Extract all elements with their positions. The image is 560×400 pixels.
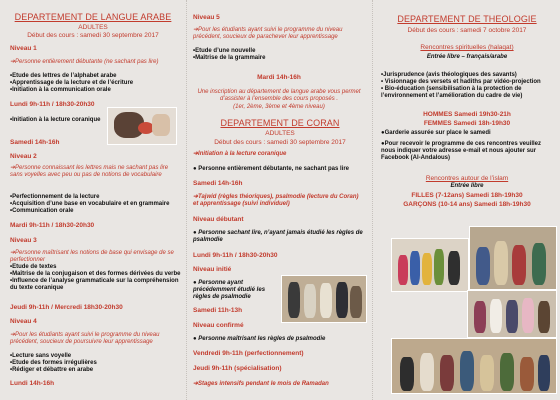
level-2-item: •Perfectionnement de la lecture [10, 194, 100, 200]
level-5-item: •Maîtrise de la grammaire [193, 55, 266, 61]
theology-start-date: Début des cours : samedi 7 octobre 2017 [407, 27, 527, 34]
theology-department-title: DEPARTEMENT DE THEOLOGIE [397, 14, 537, 24]
quran-initiation-schedule: Samedi 14h-16h [193, 180, 243, 187]
theology-item: • Visionnage des versets et hadiths par vidéo-projection [381, 79, 541, 85]
level-1-item: •Apprentissage de la lecture et de l’écriture [10, 80, 134, 86]
initiated-level-description: ● Personne ayant précédemment étudié les règles de psalmodie [193, 280, 266, 300]
novice-level-title: Niveau débutant [193, 216, 244, 223]
theology-item: •Jurisprudence (avis théologiques des savants) [381, 72, 517, 78]
writing-lesson-photo [107, 107, 177, 145]
level-3-description: ➔Personne maîtrisant les notions de base qui envisage de se perfectionner [10, 250, 174, 263]
girls-class-photo [467, 290, 557, 338]
arabic-department-subtitle: ADULTES [78, 24, 108, 31]
classroom-children-photo [469, 226, 557, 290]
spiritual-meetings-title: Rencontres spirituelles (halaqat) [420, 44, 514, 51]
arabic-department-column [0, 0, 186, 400]
level-1-description: ➔Personne entièrement débutante (ne sachant pas lire) [10, 59, 159, 65]
novice-level-schedule: Lundi 9h-11h / 18h30-20h30 [193, 252, 278, 259]
level-1-quran-reading: •Initiation à la lecture coranique [10, 117, 101, 123]
boys-schedule: GARÇONS (10-14 ans) Samedi 18h-19h30 [403, 201, 531, 208]
children-group-photo [391, 238, 469, 292]
registration-levels: (1er, 2ème, 3ème et 4ème niveau) [233, 104, 325, 110]
level-2-item: •Communication orale [10, 208, 74, 214]
level-4-title: Niveau 4 [10, 318, 37, 325]
novice-level-description: ● Personne sachant lire, n’ayant jamais étudié les règles de psalmodie [193, 230, 363, 243]
level-4-item: •Lecture sans voyelle [10, 353, 72, 359]
spiritual-meetings-entry: Entrée libre – français/arabe [426, 54, 508, 60]
level-2-item: •Acquisition d’une base en vocabulaire et en grammaire [10, 201, 170, 207]
level-5-item: •Etude d’une nouvelle [193, 48, 256, 54]
quran-class-photo [281, 275, 367, 323]
level-2-items [10, 194, 182, 215]
large-group-photo [391, 338, 557, 394]
quran-start-date: Début des cours : samedi 30 septembre 2017 [214, 139, 346, 146]
islam-meetings-title: Rencontres autour de l’islam [425, 175, 509, 182]
level-5-schedule: Mardi 14h-16h [257, 74, 301, 81]
level-3-item: •Etude de textes [10, 264, 57, 270]
arabic-start-date: Début des cours : samedi 30 septembre 2017 [27, 32, 159, 39]
quran-initiation-title: ➔Initiation à la lecture coranique [193, 151, 287, 157]
level-3-items [10, 264, 182, 292]
level-4-items [10, 353, 182, 374]
registration-note: Une inscription au département de langue arabe vous permet d’assister à l’ensemble des cours proposés . [197, 89, 361, 102]
level-1-item: •Etude des lettres de l’alphabet arabe [10, 73, 117, 79]
initiated-level-title: Niveau initié [193, 266, 232, 273]
quran-department-subtitle: ADULTES [265, 130, 295, 137]
level-5-items [193, 48, 365, 62]
initiated-level-schedule: Samedi 11h-13h [193, 307, 243, 314]
theology-item: • Bio-éducation (sensibilisation à la protection de l’environnement et l’amélioration du cadre de vie) [381, 86, 523, 99]
program-subscription-note: ●Pour recevoir le programme de ces rencontres veuillez nous indiquer votre adresse e-mail et nous ajouter sur Facebook (Al-Andalous) [381, 141, 542, 161]
level-1-title: Niveau 1 [10, 45, 37, 52]
level-3-item: •Influence de l’analyse grammaticale sur la compréhension du texte coranique [10, 278, 179, 291]
level-1-item: •Initiation à la communication orale [10, 87, 111, 93]
level-3-schedule: Jeudi 9h-11h / Mercredi 18h30-20h30 [10, 304, 123, 311]
level-1-items [10, 73, 182, 94]
level-2-schedule: Mardi 9h-11h / 18h30-20h30 [10, 222, 95, 229]
level-4-schedule: Lundi 14h-16h [10, 380, 55, 387]
level-4-item: •Rédiger et débattre en arabe [10, 367, 94, 373]
confirmed-level-schedule-2: Jeudi 9h-11h (spécialisation) [193, 365, 282, 372]
theology-department-column [372, 0, 560, 400]
level-1-quran-schedule: Samedi 14h-16h [10, 139, 60, 146]
quran-department-title: DEPARTEMENT DE CORAN [220, 118, 340, 128]
level-5-title: Niveau 5 [193, 14, 220, 21]
level-4-item: •Etude des formes irrégulières [10, 360, 97, 366]
level-2-description: ➔Personne connaissant les lettres mais ne sachant pas lire sans voyelles avec peu ou pas de notions de vocabulaire [10, 165, 169, 178]
quran-initiation-description: ● Personne entièrement débutante, ne sachant pas lire [193, 166, 350, 172]
women-schedule: FEMMES Samedi 18h-19h30 [423, 120, 511, 127]
confirmed-level-title: Niveau confirmé [193, 322, 244, 329]
level-3-title: Niveau 3 [10, 237, 37, 244]
ramadan-stages: ➔Stages intensifs pendant le mois de Ramadan [193, 381, 329, 387]
men-schedule: HOMMES Samedi 19h30-21h [423, 111, 511, 118]
level-3-item: •Maîtrise de la conjugaison et des formes dérivées du verbe [10, 271, 181, 277]
level-4-description: ➔Pour les étudiants ayant suivi le programme du niveau précédent, soucieux de poursuivre leur apprentissage [10, 332, 160, 345]
childcare-note: ●Garderie assurée sur place le samedi [381, 130, 491, 136]
level-2-title: Niveau 2 [10, 153, 37, 160]
islam-meetings-entry: Entrée libre [450, 183, 484, 189]
confirmed-level-description: ● Personne maîtrisant les règles de psalmodie [193, 336, 326, 342]
girls-schedule: FILLES (7-12ans) Samedi 18h-19h30 [411, 192, 523, 199]
level-5-description: ➔Pour les étudiants ayant suivi le programme du niveau précédent, soucieux de parachever leur apprentissage [193, 27, 343, 40]
theology-items [381, 72, 557, 100]
arabic-department-title: DEPARTEMENT DE LANGUE ARABE [14, 12, 172, 22]
level-1-schedule: Lundi 9h-11h / 18h30-20h30 [10, 101, 95, 108]
confirmed-level-schedule-1: Vendredi 9h-11h (perfectionnement) [193, 350, 304, 357]
quran-department-column [186, 0, 373, 400]
tajwid-description: ➔Tajwid (règles théoriques), psalmodie (lecture du Coran) et apprentissage (suivi individuel) [193, 194, 359, 207]
